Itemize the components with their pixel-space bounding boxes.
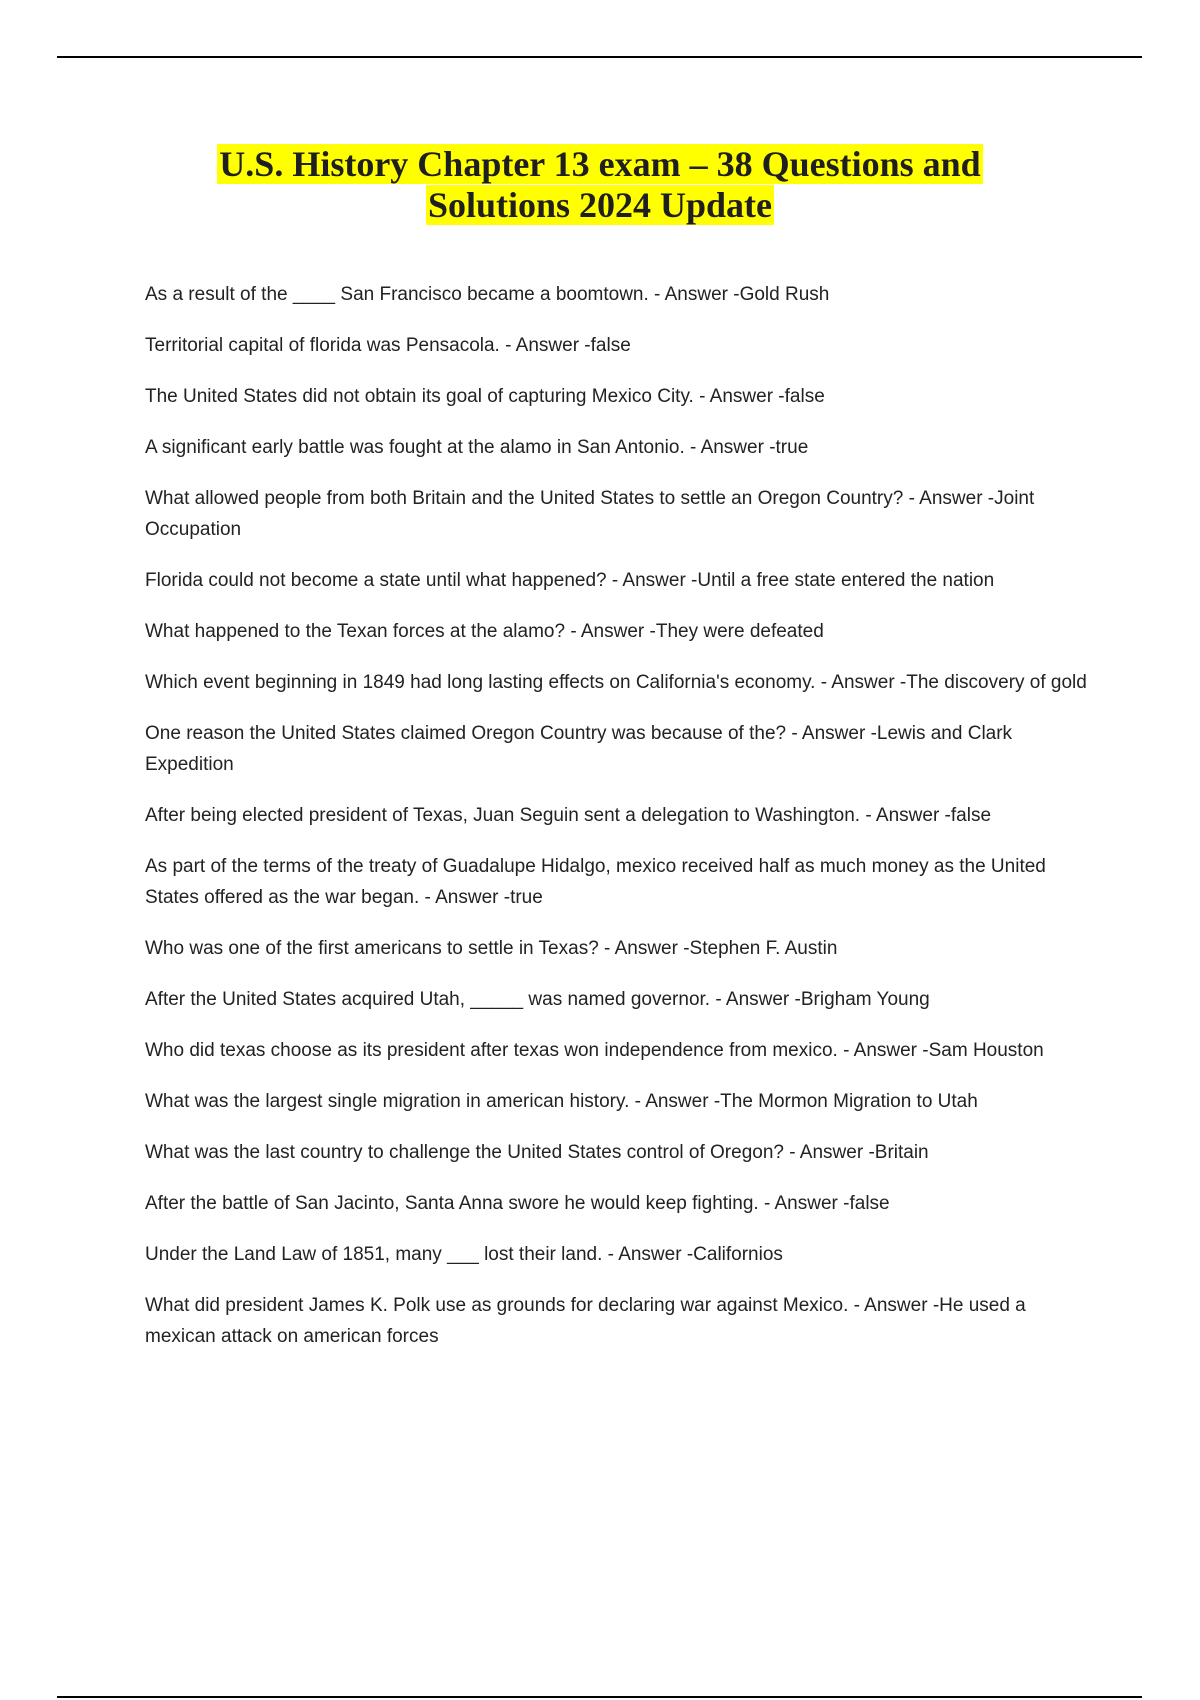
qa-item: After the United States acquired Utah, _____ was named governor. - Answer -Brigham Young <box>145 989 930 1010</box>
qa-item: Who was one of the first americans to settle in Texas? - Answer -Stephen F. Austin <box>145 938 838 959</box>
qa-item: As part of the terms of the treaty of Guadalupe Hidalgo, mexico received half as much money as the United States offered as the war began. - Answer -true <box>145 856 1046 908</box>
qa-item: As a result of the ____ San Francisco became a boomtown. - Answer -Gold Rush <box>145 284 830 305</box>
qa-item: Who did texas choose as its president after texas won independence from mexico. - Answer -Sam Houston <box>145 1040 1044 1061</box>
qa-item: The United States did not obtain its goal of capturing Mexico City. - Answer -false <box>145 386 825 407</box>
qa-item: What happened to the Texan forces at the alamo? - Answer -They were defeated <box>145 621 824 642</box>
bottom-rule <box>57 1696 1142 1698</box>
qa-item: A significant early battle was fought at the alamo in San Antonio. - Answer -true <box>145 437 809 458</box>
qa-item: What did president James K. Polk use as grounds for declaring war against Mexico. - Answer -He used a mexican attack on american forces <box>145 1295 1026 1347</box>
qa-item: What was the largest single migration in american history. - Answer -The Mormon Migration to Utah <box>145 1091 978 1112</box>
qa-item: After being elected president of Texas, Juan Seguin sent a delegation to Washington. - Answer -false <box>145 805 992 826</box>
qa-item: After the battle of San Jacinto, Santa Anna swore he would keep fighting. - Answer -false <box>145 1193 890 1214</box>
qa-item: Territorial capital of florida was Pensacola. - Answer -false <box>145 335 631 356</box>
top-rule <box>57 56 1142 58</box>
title-container <box>0 144 1200 226</box>
qa-item: What allowed people from both Britain and the United States to settle an Oregon Country? - Answer -Joint Occupation <box>145 488 1035 540</box>
qa-item: One reason the United States claimed Oregon Country was because of the? - Answer -Lewis and Clark Expedition <box>145 723 1013 775</box>
qa-list <box>145 279 1090 1372</box>
qa-item: Which event beginning in 1849 had long lasting effects on California's economy. - Answer -The discovery of gold <box>145 672 1087 693</box>
document-title: U.S. History Chapter 13 exam – 38 Questions and Solutions 2024 Update <box>219 144 981 225</box>
qa-item: What was the last country to challenge the United States control of Oregon? - Answer -Britain <box>145 1142 929 1163</box>
qa-item: Under the Land Law of 1851, many ___ lost their land. - Answer -Californios <box>145 1244 783 1265</box>
qa-item: Florida could not become a state until what happened? - Answer -Until a free state entered the nation <box>145 570 995 591</box>
